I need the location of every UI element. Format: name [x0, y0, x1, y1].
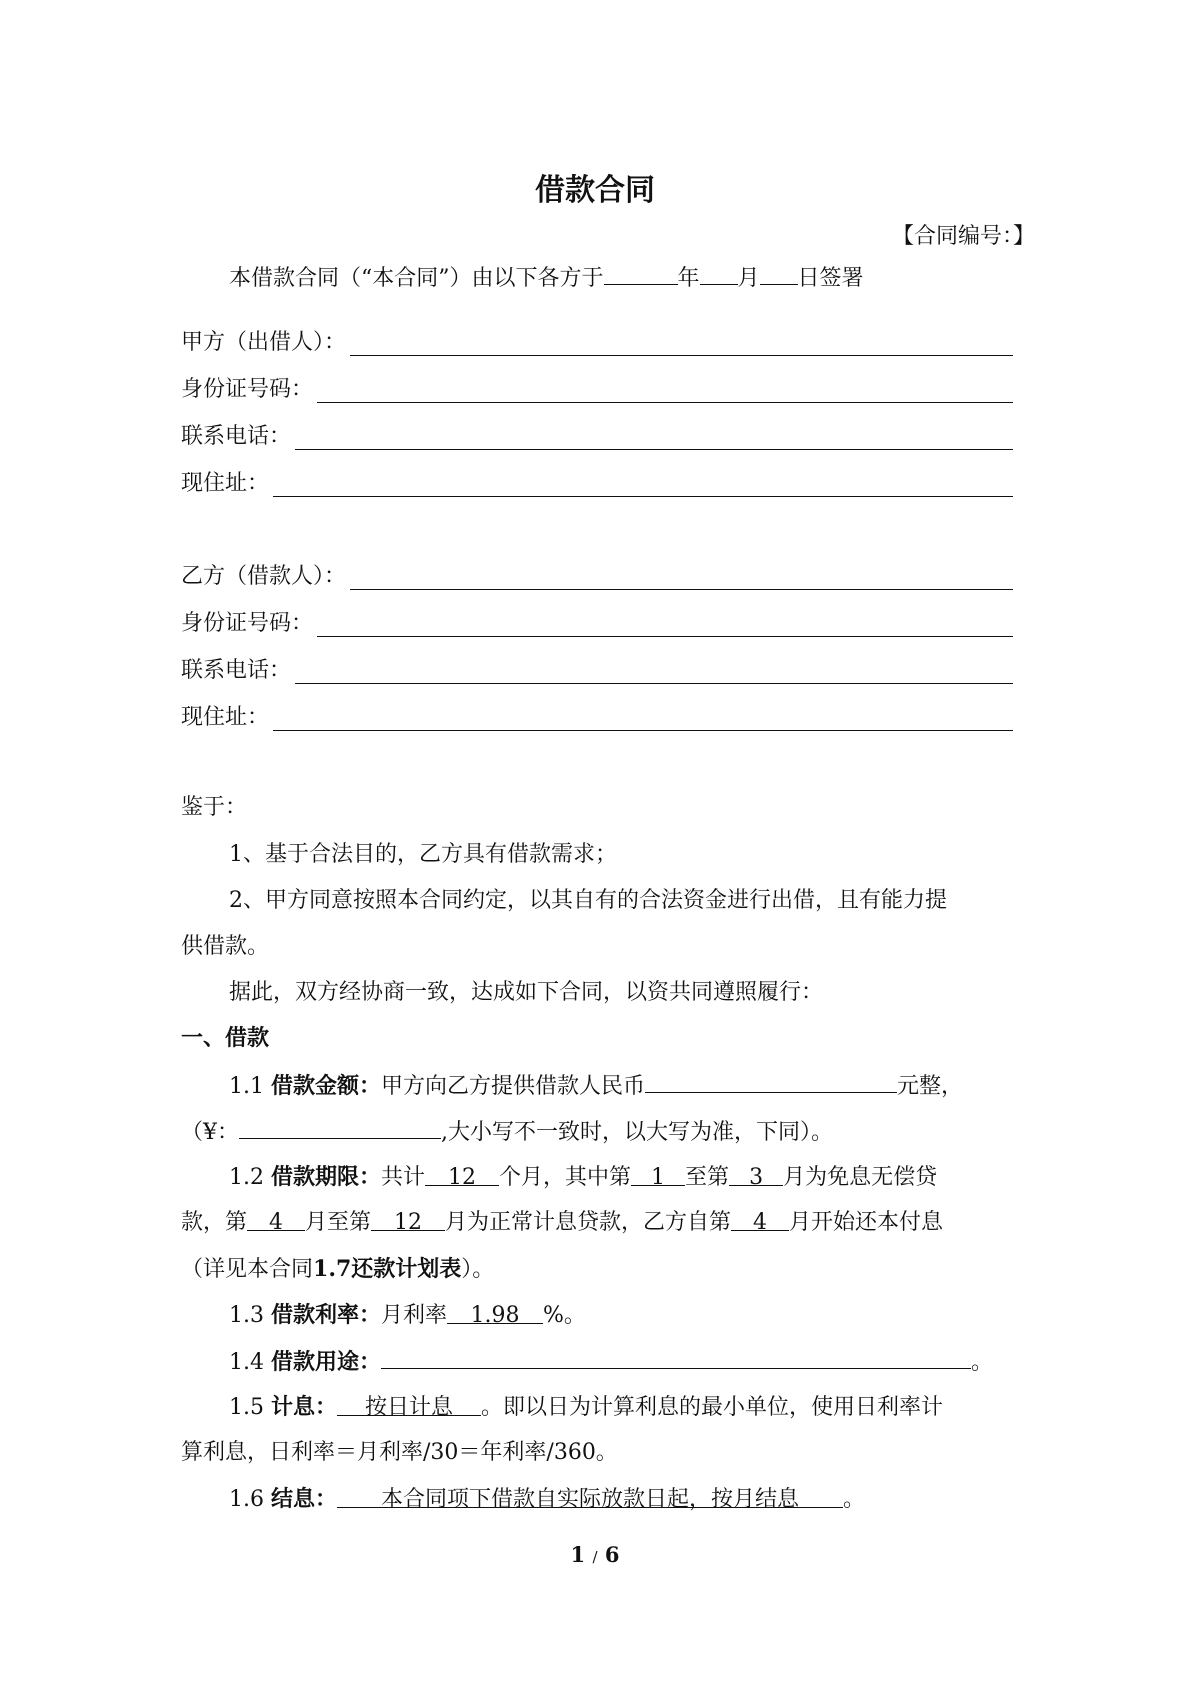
clause-1-1-text: 甲方向乙方提供借款人民币 — [381, 1074, 646, 1099]
party-b-id-row[interactable] — [181, 607, 1013, 637]
whereas-conclusion: 据此，双方经协商一致，达成如下合同，以资共同遵照履行： — [229, 980, 824, 1005]
party-a-phone-field[interactable] — [295, 425, 1013, 450]
party-a-id-field[interactable] — [317, 378, 1013, 403]
party-b-name-row[interactable] — [181, 560, 1013, 590]
clause-1-1-line1 — [229, 1070, 963, 1102]
repay-start-value[interactable]: 4 — [731, 1208, 789, 1231]
intro-day: 日签署 — [797, 266, 864, 291]
clause-1-5-title: 计息： — [271, 1394, 338, 1420]
month-blank[interactable] — [700, 262, 738, 285]
party-a-name-field[interactable] — [350, 331, 1013, 356]
clause-1-2-text-2: 个月，其中第 — [499, 1165, 632, 1190]
intro-year: 年 — [677, 266, 700, 291]
party-a-id-row[interactable] — [181, 373, 1013, 403]
section-1-heading: 一、借款 — [181, 1026, 270, 1051]
clause-1-2-text-1: 共计 — [381, 1165, 426, 1190]
party-a-id-label: 身份证号码： — [181, 377, 314, 402]
whereas-item-2-line2: 供借款。 — [181, 934, 270, 959]
party-a-phone-label: 联系电话： — [181, 424, 292, 449]
loan-purpose-blank[interactable] — [381, 1346, 971, 1369]
clause-1-2-text-5: 款，第 — [181, 1210, 248, 1235]
party-b-id-label: 身份证号码： — [181, 611, 314, 636]
party-b-name-field[interactable] — [350, 565, 1013, 590]
clause-1-2-text-10: ）。 — [461, 1257, 495, 1282]
whereas-label: 鉴于： — [181, 795, 248, 820]
contract-number: 【合同编号：】 — [891, 224, 1035, 249]
clause-1-4-title: 借款用途： — [271, 1349, 382, 1375]
clause-1-5-text-1: 。即以日为计算利息的最小单位，使用日利率计 — [481, 1395, 944, 1420]
party-a-address-row[interactable] — [181, 467, 1013, 497]
clause-1-6-title: 结息： — [271, 1486, 338, 1512]
party-b-phone-row[interactable] — [181, 654, 1013, 684]
clause-1-4-number: 1.4 — [229, 1350, 264, 1375]
clause-1-2-line2 — [181, 1208, 943, 1238]
party-a-phone-row[interactable] — [181, 420, 1013, 450]
months-total-value[interactable]: 12 — [425, 1163, 499, 1186]
clause-1-2-number: 1.2 — [229, 1165, 264, 1190]
clause-1-1-suffix: 元整， — [897, 1074, 964, 1099]
clause-1-2-text-3: 至第 — [685, 1165, 730, 1190]
free-end-value[interactable]: 3 — [729, 1163, 783, 1186]
free-start-value[interactable]: 1 — [631, 1163, 685, 1186]
page-separator: / — [592, 1548, 598, 1566]
clause-1-2-text-9: （详见本合同 — [181, 1257, 314, 1282]
clause-1-2-text-6: 月至第 — [305, 1210, 372, 1235]
document-title: 借款合同 — [535, 173, 655, 208]
clause-1-2-line1 — [229, 1162, 937, 1193]
whereas-item-2-line1: 2、甲方同意按照本合同约定，以其自有的合法资金进行出借，且有能力提 — [229, 888, 947, 913]
day-blank[interactable] — [760, 262, 798, 285]
clause-1-2-line3 — [181, 1254, 494, 1285]
clause-1-5-line1 — [229, 1392, 943, 1423]
clause-1-6-number: 1.6 — [229, 1487, 264, 1512]
total-pages: 6 — [604, 1542, 620, 1567]
interest-start-value[interactable]: 4 — [247, 1208, 305, 1231]
clause-1-3-unit: %。 — [543, 1303, 586, 1328]
intro-month: 月 — [737, 266, 760, 291]
party-b-name-label: 乙方（借款人）： — [181, 564, 347, 589]
clause-1-2-text-4: 月为免息无偿贷 — [783, 1165, 938, 1190]
current-page: 1 — [570, 1542, 586, 1567]
clause-1-1-line2 — [181, 1116, 833, 1148]
clause-1-3-text: 月利率 — [381, 1303, 448, 1328]
clause-1-3-title: 借款利率： — [271, 1302, 382, 1328]
clause-1-1-yen-prefix: （¥： — [181, 1120, 239, 1145]
page-number — [0, 1542, 1190, 1567]
party-a-address-field[interactable] — [273, 472, 1013, 497]
clause-1-3 — [229, 1300, 586, 1331]
settlement-method-value[interactable]: 本合同项下借款自实际放款日起，按月结息 — [337, 1485, 843, 1508]
clause-1-3-number: 1.3 — [229, 1303, 264, 1328]
party-b-phone-label: 联系电话： — [181, 658, 292, 683]
intro-prefix: 本借款合同（“本合同”）由以下各方于 — [229, 266, 604, 291]
clause-1-5-number: 1.5 — [229, 1395, 264, 1420]
loan-amount-blank[interactable] — [645, 1070, 897, 1093]
clause-1-6-end: 。 — [843, 1487, 866, 1512]
loan-amount-figures-blank[interactable] — [239, 1116, 441, 1139]
party-a-address-label: 现住址： — [181, 471, 270, 496]
party-b-address-row[interactable] — [181, 701, 1013, 731]
clause-1-2-text-7: 月为正常计息贷款，乙方自第 — [445, 1210, 732, 1235]
party-a-name-row[interactable] — [181, 326, 1013, 356]
clause-1-1-number: 1.1 — [229, 1074, 264, 1099]
clause-1-6 — [229, 1484, 865, 1515]
interest-end-value[interactable]: 12 — [371, 1208, 445, 1231]
party-a-name-label: 甲方（出借人）： — [181, 330, 347, 355]
clause-1-1-title: 借款金额： — [271, 1073, 382, 1099]
clause-1-2-text-8: 月开始还本付息 — [789, 1210, 944, 1235]
clause-1-4 — [229, 1346, 993, 1378]
clause-1-4-end: 。 — [971, 1350, 994, 1375]
party-b-phone-field[interactable] — [295, 659, 1013, 684]
monthly-rate-value[interactable]: 1.98 — [447, 1301, 543, 1324]
clause-1-2-title: 借款期限： — [271, 1164, 382, 1190]
party-b-id-field[interactable] — [317, 612, 1013, 637]
whereas-item-1: 1、基于合法目的，乙方具有借款需求； — [229, 842, 617, 867]
repayment-schedule-ref: 1.7还款计划表 — [313, 1256, 462, 1282]
party-b-address-label: 现住址： — [181, 705, 270, 730]
party-b-address-field[interactable] — [273, 706, 1013, 731]
clause-1-5-line2: 算利息，日利率＝月利率/30＝年利率/360。 — [181, 1440, 618, 1465]
year-blank[interactable] — [604, 262, 678, 285]
clause-1-1-line2-suffix: ,大小写不一致时，以大写为准，下同）。 — [441, 1120, 833, 1145]
intro-line — [229, 262, 864, 294]
interest-method-value[interactable]: 按日计息 — [337, 1393, 481, 1416]
